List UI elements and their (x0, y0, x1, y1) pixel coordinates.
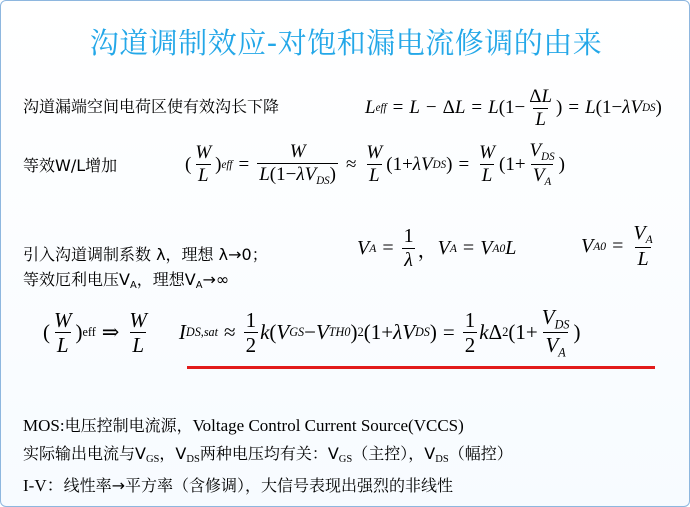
text-output-current: 实际输出电流与$V_{GS}$，$V_{DS}$两种电压均有关：$V_{GS}$（主控），$V_{DS}$（幅控） (23, 444, 513, 466)
text-early-voltage: 等效厄利电压$V_A$，理想$V_A\to\infty$ (23, 270, 230, 291)
slide-title: 沟道调制效应-对饱和漏电流修调的由来 (89, 26, 603, 60)
text-equivalent-wl: 等效W/L增加 (23, 156, 118, 175)
equation-va: V A = $\frac{1}{\lambda}$ ， V A = V A0 L (357, 225, 517, 271)
text-lambda-intro: 引入沟道调制系数 λ，理想 λ→0； (23, 245, 268, 264)
equation-wl-eff: ( $\frac{W}{L}$ ) eff = $\frac{W}{L(1-\lambda V_{DS})}$ ≈ $\frac{W}{L}$ ( 1 + λ V DS ) = $\frac{W}{L}$ ( 1 + $\frac{V_{DS}}{V_A}$ ) (185, 140, 565, 189)
equation-ids-sat: ( $\frac{W}{L}$ ) eff ⇒ $\frac{W}{L}$ I DS,sat ≈ $\frac{1}{2}$ k ( V GS − V TH0 ) 2 ( 1 + λ V DS ) = $\frac{1}{2}$ k Δ 2 ( 1 + $\frac{V_{DS}}{V_A}$ ) (43, 305, 581, 360)
text-effective-length: 沟道漏端空间电荷区使有效沟长下降 (23, 97, 280, 116)
red-underline (187, 366, 655, 369)
text-iv-nonlinear: I-V：线性率→平方率（含修调），大信号表现出强烈的非线性 (23, 476, 454, 495)
text-mos-vccs: MOS:电压控制电流源，Voltage Control Current Source(VCCS) (23, 416, 464, 435)
equation-leff: L eff = L − Δ L = L ( 1 − $\frac{\Delta L}{L}$ ) = L ( 1 − λ V DS ) (365, 86, 662, 130)
equation-va0: V A0 = $\frac{V_A}{L}$ (581, 222, 653, 271)
